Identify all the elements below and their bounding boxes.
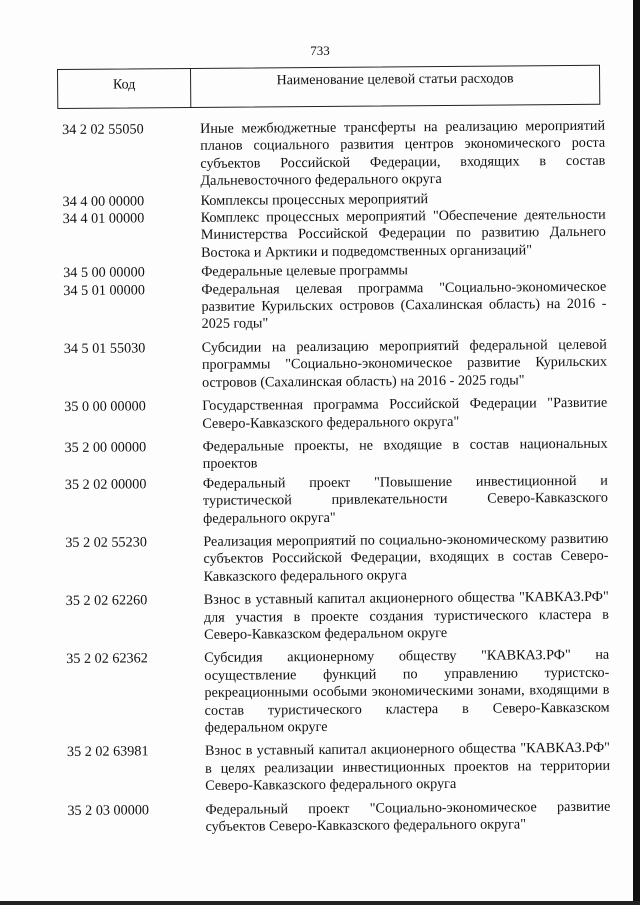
- row-code: 34 5 00 00000: [63, 264, 145, 282]
- row-name: Комплекс процессных мероприятий "Обеспечение деятельности Министерства Российской Федерации по развитию Дальнего Востока и Арктики и подведомственных организаций": [200, 206, 606, 261]
- table-row: [62, 436, 607, 475]
- row-code: 35 0 00 00000: [64, 398, 146, 416]
- table-row: [65, 740, 610, 796]
- table-header: [57, 65, 600, 109]
- row-name: Реализация мероприятий по социально-экономическому развитию субъектов Российской Федерации, входящих в состав Северо-Кавказского федерального округа: [203, 530, 609, 585]
- row-name: Взнос в уставный капитал акционерного общества "КАВКАЗ.РФ" для участия в проекте создания туристического кластера в Северо-Кавказском федеральном округе: [203, 588, 609, 643]
- row-code: 35 2 02 55230: [65, 534, 147, 551]
- table-row: [64, 589, 609, 645]
- row-name: Федеральный проект "Социально-экономическое развитие субъектов Северо-Кавказского федерального округа": [205, 798, 611, 835]
- table-row: [65, 798, 610, 837]
- budget-rows: [60, 118, 611, 838]
- row-name: Федеральные целевые программы: [201, 262, 408, 281]
- row-name: Комплексы процессных мероприятий: [200, 190, 429, 209]
- row-code: 35 2 02 62260: [65, 592, 148, 610]
- row-code: 34 4 00 00000: [62, 192, 145, 210]
- scan-edge-right: [633, 0, 640, 905]
- row-code: 35 2 02 62362: [66, 650, 148, 668]
- scan-edge-bottom: [0, 901, 640, 905]
- row-name: Федеральный проект "Повышение инвестиционной и туристической привлекательности Северо-Кавказского федерального округа": [202, 472, 609, 527]
- row-code: 34 2 02 55050: [61, 121, 144, 138]
- table-row: [62, 337, 607, 393]
- row-name: Субсидии на реализацию мероприятий федеральной целевой программы "Социально-экономическое развитие Курильских островов (Сахалинская область) на 2016 - 2025 годы": [201, 336, 607, 391]
- row-name: Взнос в уставный капитал акционерного общества "КАВКАЗ.РФ" в целях реализации инвестиционных проектов на территории Северо-Кавказского федерального округа: [204, 740, 611, 795]
- row-name: Иные межбюджетные трансферты на реализацию мероприятий планов социального развития центров экономического роста субъектов Российской Федерации, входящих в состав Дальневосточного федерального округа: [199, 117, 606, 190]
- row-name: Федеральные проекты, не входящие в состав национальных проектов: [202, 435, 608, 473]
- row-code: 34 5 01 00000: [63, 281, 145, 299]
- header-code: Код: [112, 77, 136, 93]
- row-name: Субсидия акционерному обществу "КАВКАЗ.РФ" на осуществление функций по управлению туристско-рекреационными особыми экономическими зонами, входящими в состав туристического кластера в Северо-Кавказском федеральном округе: [204, 647, 610, 736]
- row-code: 35 2 03 00000: [67, 801, 150, 819]
- row-code: 35 2 02 63981: [66, 743, 149, 761]
- row-code: 34 4 01 00000: [62, 210, 145, 228]
- table-row: [62, 395, 607, 434]
- header-name: Наименование целевой статьи расходов: [276, 71, 514, 89]
- row-name: Федеральная целевая программа "Социально-экономическое развитие Курильских островов (Сахалинская область) на 2016 - 2025 годы": [201, 278, 607, 333]
- row-code: 34 5 01 55030: [63, 340, 146, 357]
- row-code: 35 2 00 00000: [64, 439, 147, 456]
- row-name: Государственная программа Российской Федерации "Развитие Северо-Кавказского федерального округа": [202, 394, 608, 432]
- table-row: [64, 647, 610, 738]
- table-row: [63, 472, 608, 528]
- table-row: [60, 118, 606, 192]
- row-code: 35 2 02 00000: [64, 476, 147, 493]
- table-row: [61, 207, 606, 263]
- page-number: 733: [310, 43, 330, 58]
- table-row: [63, 531, 608, 587]
- table-row: [61, 278, 606, 334]
